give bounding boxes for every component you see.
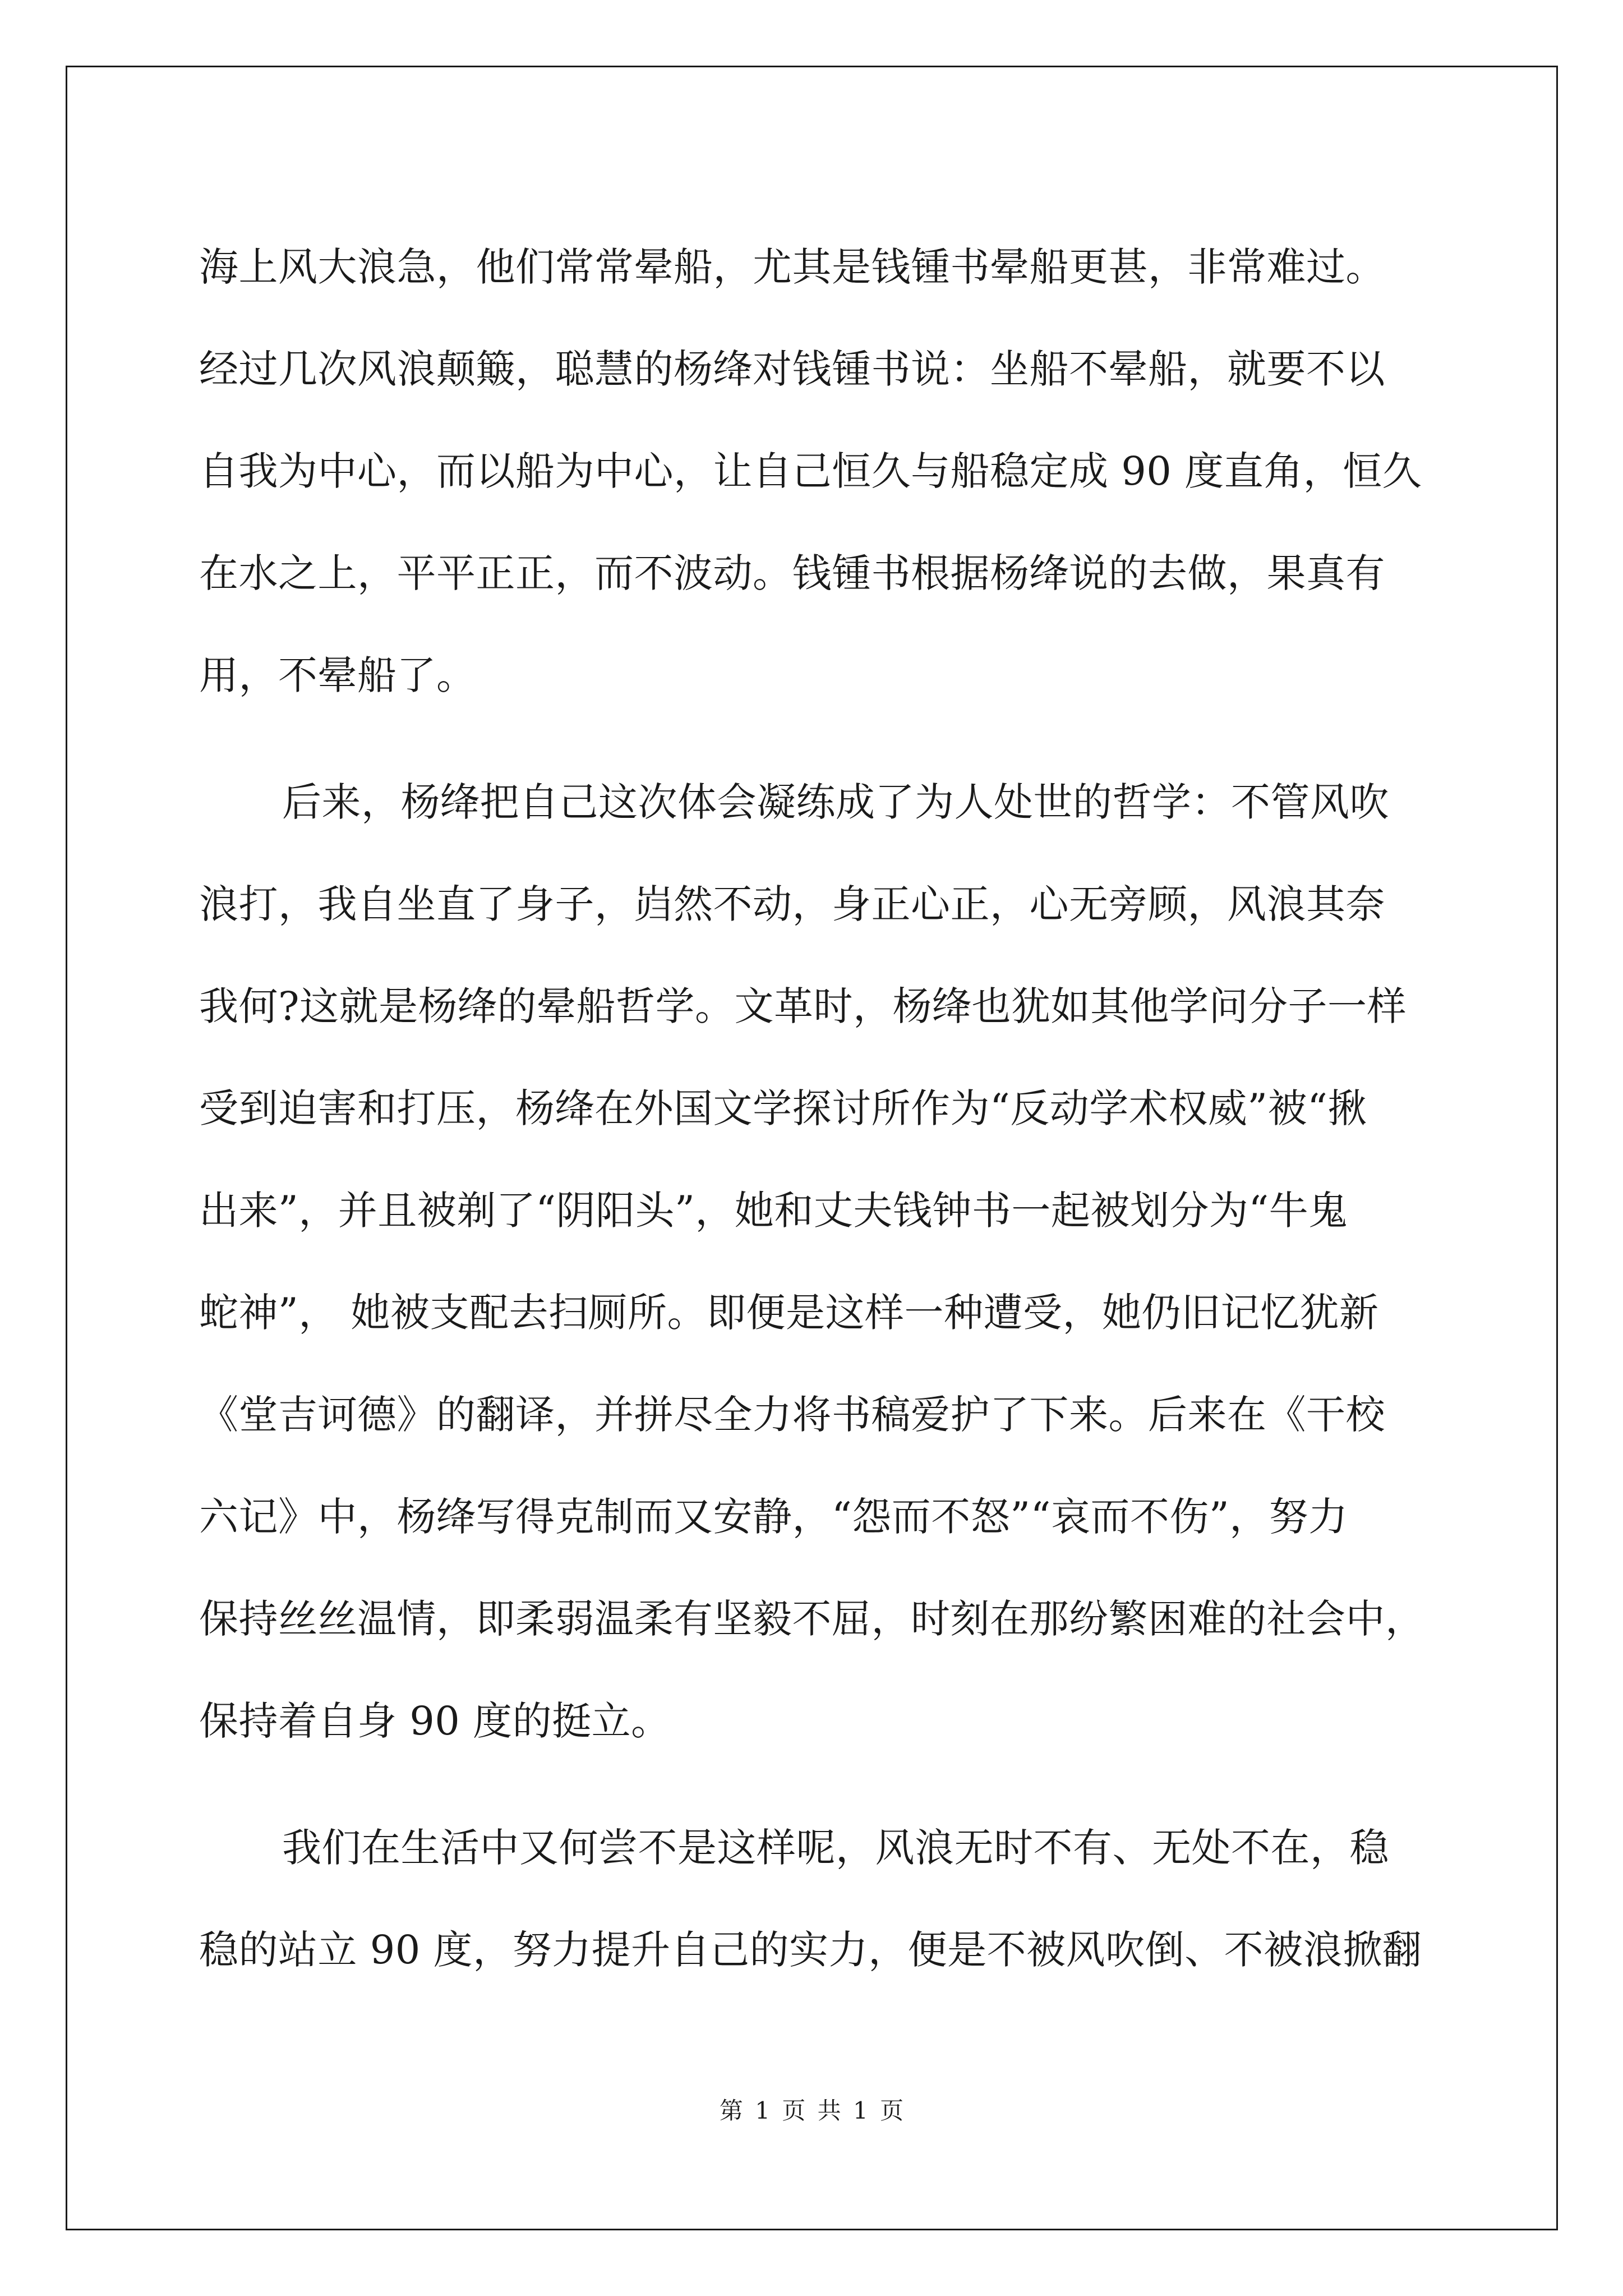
paragraph-2 [199, 751, 1430, 1772]
text-line: 保持丝丝温情，即柔弱温柔有坚毅不屈，时刻在那纷繁困难的社会中， [199, 1596, 1425, 1642]
text-line: 自我为中心，而以船为中心，让自己恒久与船稳定成 90 度直角，恒久 [199, 448, 1422, 494]
text-line: 浪打，我自坐直了身子，岿然不动，身正心正，心无旁顾，风浪其奈 [199, 881, 1385, 927]
text-line: 稳的站立 90 度，努力提升自己的实力，便是不被风吹倒、不被浪掀翻 [199, 1927, 1422, 1973]
text-line: 出来”，并且被剃了“阴阳头”，她和丈夫钱钟书一起被划分为“牛鬼 [199, 1188, 1348, 1234]
text-line: 用，不晕船了。 [199, 652, 476, 698]
paragraph-3 [199, 1797, 1430, 2001]
text-line: 蛇神”， 她被支配去扫厕所。即便是这样一种遭受，她仍旧记忆犹新 [199, 1290, 1379, 1336]
text-line: 海上风大浪急，他们常常晕船，尤其是钱锺书晕船更甚，非常难过。 [199, 244, 1385, 290]
document-body [199, 216, 1430, 2001]
text-line: 六记》中，杨绛写得克制而又安静，“怨而不怒”“哀而不伤”，努力 [199, 1494, 1348, 1540]
text-line: 受到迫害和打压，杨绛在外国文学探讨所作为“反动学术权威”被“揪 [199, 1085, 1367, 1131]
text-line: 我何?这就是杨绛的晕船哲学。文革时，杨绛也犹如其他学问分子一样 [199, 983, 1407, 1029]
page-footer [0, 2092, 1623, 2126]
paragraph-1 [199, 216, 1430, 726]
text-line: 经过几次风浪颠簸，聪慧的杨绛对钱锺书说：坐船不晕船，就要不以 [199, 346, 1385, 392]
page-number-label: 第 1 页 共 1 页 [719, 2097, 904, 2124]
text-line: 我们在生活中又何尝不是这样呢，风浪无时不有、无处不在，稳 [282, 1825, 1389, 1871]
text-line: 后来，杨绛把自己这次体会凝练成了为人处世的哲学：不管风吹 [282, 779, 1389, 825]
text-line: 在水之上，平平正正，而不波动。钱锺书根据杨绛说的去做，果真有 [199, 550, 1385, 596]
text-line: 保持着自身 90 度的挺立。 [199, 1698, 671, 1744]
text-line: 《堂吉诃德》的翻译，并拼尽全力将书稿爱护了下来。后来在《干校 [199, 1392, 1385, 1438]
